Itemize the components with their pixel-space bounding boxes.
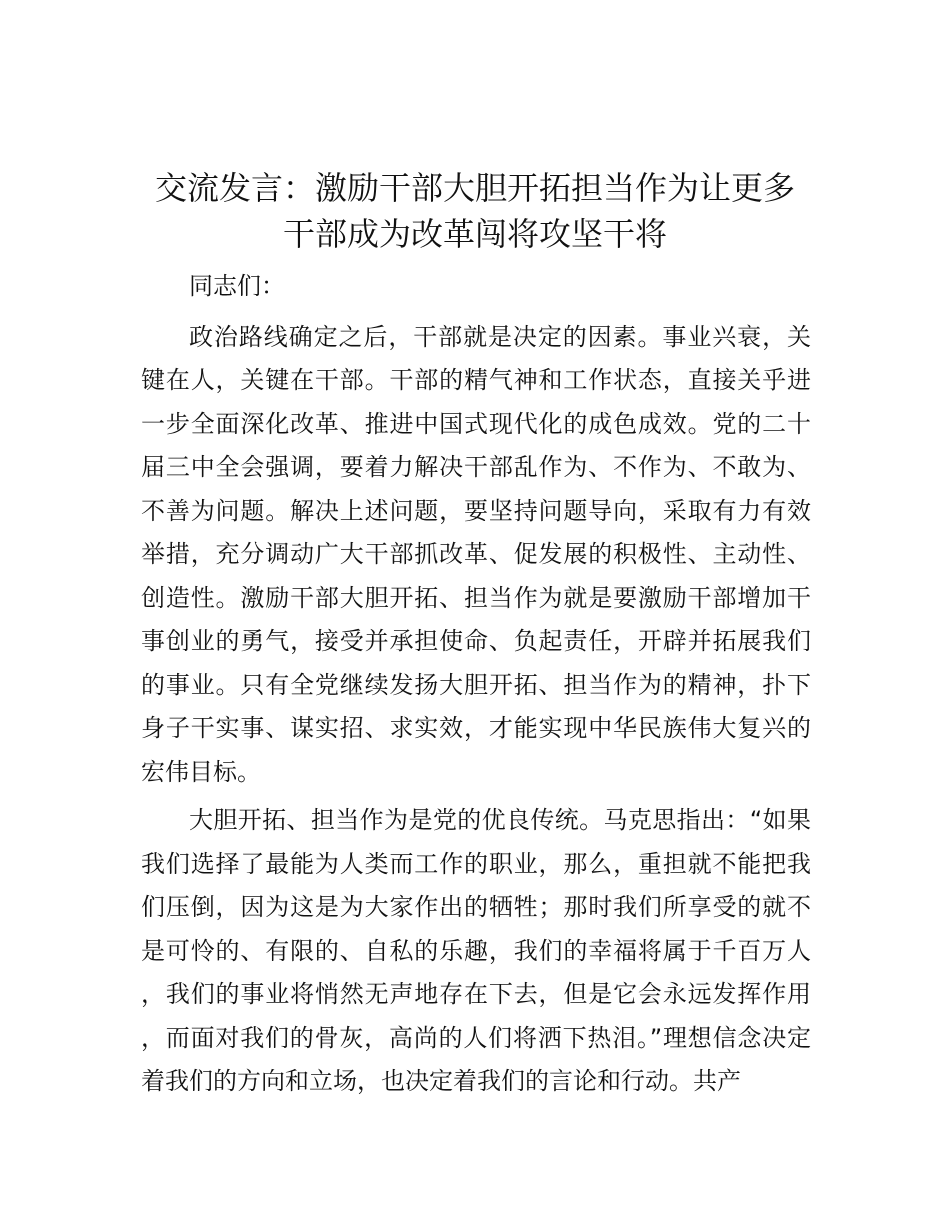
title-line-2: 干部成为改革闯将攻坚干将 <box>282 215 667 253</box>
paragraph-1: 政治路线确定之后，干部就是决定的因素。事业兴衰，关键在人，关键在干部。干部的精气神和工作状态，直接关乎进一步全面深化改革、推进中国式现代化的成色成效。党的二十届三中全会强调，要着力解决干部乱作为、不作为、不敢为、不善为问题。解决上述问题，要坚持问题导向，采取有力有效举措，充分调动广大干部抓改革、促发展的积极性、主动性、创造性。激励干部大胆开拓、担当作为就是要激励干部增加干事创业的勇气，接受并承担使命、负起责任，开辟并拓展我们的事业。只有全党继续发扬大胆开拓、担当作为的精神，扑下身子干实事、谋实招、求实效，才能实现中华民族伟大复兴的宏伟目标。 <box>141 322 811 786</box>
document-body <box>141 265 811 1104</box>
title-line-1: 交流发言：激励干部大胆开拓担当作为让更多 <box>154 169 795 207</box>
salutation: 同志们： <box>189 272 285 300</box>
document-title <box>120 165 830 257</box>
paragraph-2: 大胆开拓、担当作为是党的优良传统。马克思指出：“如果我们选择了最能为人类而工作的职业，那么，重担就不能把我们压倒，因为这是为大家作出的牺牲；那时我们所享受的就不是可怜的、有限的、自私的乐趣，我们的幸福将属于千百万人，我们的事业将悄然无声地存在下去，但是它会永远发挥作用，而面对我们的骨灰，高尚的人们将洒下热泪。”理想信念决定着我们的方向和立场，也决定着我们的言论和行动。共产 <box>141 806 811 1095</box>
